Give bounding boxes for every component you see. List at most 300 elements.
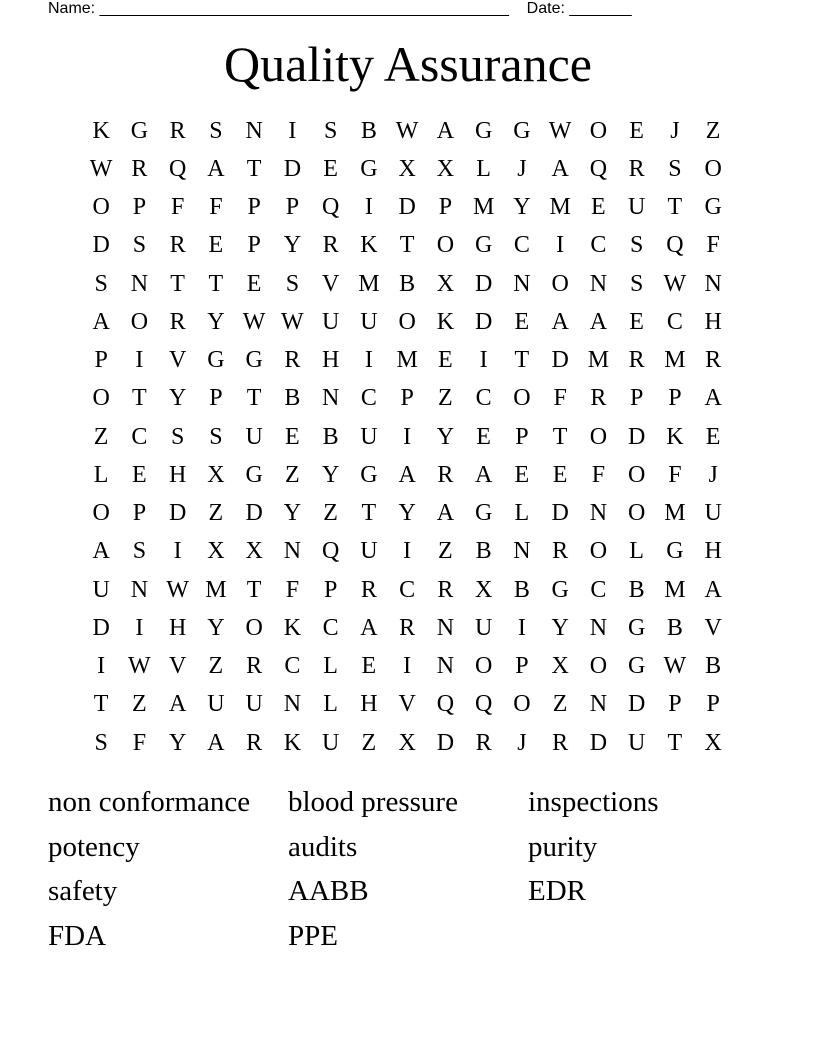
grid-letter: J: [517, 729, 527, 756]
grid-letter: G: [245, 347, 263, 374]
grid-letter: R: [475, 729, 492, 756]
grid-letter: G: [360, 155, 378, 182]
grid-letter: F: [591, 461, 606, 488]
grid-letter: G: [474, 232, 493, 259]
grid-letter: A: [436, 500, 455, 527]
word-list-item: inspections: [528, 786, 659, 818]
grid-letter: F: [668, 461, 682, 488]
grid-letter: S: [629, 270, 644, 297]
grid-letter: E: [361, 653, 377, 680]
grid-letter: O: [398, 308, 416, 335]
grid-letter: W: [89, 155, 113, 182]
grid-letter: O: [589, 423, 608, 450]
grid-letter: Z: [285, 461, 300, 488]
word-list-item: potency: [48, 830, 140, 863]
grid-letter: S: [285, 270, 300, 297]
grid-letter: Z: [705, 117, 721, 144]
grid-letter: F: [132, 729, 147, 756]
grid-letter: Z: [93, 423, 109, 450]
grid-letter: K: [283, 729, 302, 756]
grid-letter: D: [92, 614, 110, 641]
grid-letter: P: [94, 347, 108, 374]
grid-letter: B: [705, 653, 722, 680]
grid-letter: T: [667, 194, 683, 221]
grid-letter: H: [168, 614, 187, 641]
grid-letter: G: [627, 653, 646, 680]
grid-letter: O: [589, 117, 608, 144]
grid-letter: P: [706, 691, 720, 718]
grid-letter: H: [321, 347, 340, 374]
grid-letter: P: [285, 194, 300, 221]
grid-letter: B: [322, 423, 339, 450]
grid-letter: E: [323, 155, 338, 182]
grid-letter: U: [474, 614, 493, 641]
letter-grid: [82, 112, 732, 762]
grid-letter: N: [589, 500, 608, 527]
grid-letter: D: [627, 691, 646, 718]
grid-letter: S: [94, 729, 108, 756]
grid-letter: E: [705, 423, 721, 450]
grid-letter: S: [132, 538, 147, 565]
grid-letter: R: [246, 729, 263, 756]
grid-letter: J: [517, 155, 527, 182]
grid-letter: D: [398, 194, 416, 221]
grid-letter: R: [169, 308, 186, 335]
grid-letter: I: [135, 347, 144, 374]
grid-letter: O: [704, 155, 722, 182]
grid-letter: L: [323, 691, 338, 718]
grid-letter: E: [208, 232, 224, 259]
grid-letter: I: [288, 117, 297, 144]
grid-letter: Z: [208, 653, 224, 680]
page-title: Quality Assurance: [224, 36, 592, 92]
grid-letter: T: [399, 232, 415, 259]
grid-letter: T: [667, 729, 683, 756]
grid-letter: C: [513, 232, 530, 259]
grid-letter: Z: [552, 691, 568, 718]
grid-letter: C: [399, 576, 416, 603]
grid-letter: Y: [207, 614, 225, 641]
grid-letter: V: [321, 270, 340, 297]
grid-letter: R: [437, 576, 454, 603]
grid-letter: J: [708, 461, 718, 488]
grid-letter: U: [627, 194, 646, 221]
grid-letter: R: [322, 232, 339, 259]
grid-letter: S: [209, 423, 223, 450]
grid-letter: Q: [321, 194, 340, 221]
grid-letter: C: [475, 385, 492, 412]
grid-letter: O: [589, 538, 608, 565]
grid-letter: A: [207, 729, 225, 756]
grid-letter: X: [398, 155, 416, 182]
grid-letter: M: [205, 576, 227, 603]
grid-letter: P: [668, 691, 682, 718]
grid-letter: T: [93, 691, 109, 718]
grid-letter: X: [245, 538, 263, 565]
grid-letter: Y: [551, 614, 569, 641]
grid-letter: I: [403, 423, 412, 450]
grid-letter: U: [245, 423, 263, 450]
grid-letter: G: [245, 461, 263, 488]
grid-letter: D: [474, 308, 493, 335]
grid-letter: Z: [323, 500, 338, 527]
grid-letter: X: [436, 155, 455, 182]
grid-letter: A: [704, 385, 722, 412]
grid-letter: M: [472, 194, 495, 221]
grid-letter: R: [437, 461, 454, 488]
grid-letter: S: [170, 423, 185, 450]
grid-letter: D: [245, 500, 263, 527]
grid-letter: N: [513, 270, 531, 297]
grid-letter: G: [704, 194, 722, 221]
grid-letter: N: [436, 653, 455, 680]
grid-letter: N: [321, 385, 340, 412]
grid-letter: T: [246, 385, 262, 412]
grid-letter: T: [552, 423, 568, 450]
grid-letter: P: [247, 232, 261, 259]
grid-letter: D: [589, 729, 608, 756]
grid-letter: J: [670, 117, 680, 144]
grid-letter: O: [551, 270, 569, 297]
grid-letter: U: [92, 576, 110, 603]
grid-letter: M: [396, 347, 418, 374]
grid-letter: I: [135, 614, 144, 641]
grid-letter: O: [245, 614, 263, 641]
grid-letter: O: [513, 385, 531, 412]
grid-letter: O: [92, 194, 110, 221]
grid-letter: E: [514, 308, 530, 335]
grid-letter: Q: [666, 232, 684, 259]
grid-letter: E: [629, 308, 644, 335]
grid-letter: P: [515, 423, 529, 450]
grid-letter: G: [474, 500, 493, 527]
grid-letter: U: [360, 538, 378, 565]
grid-letter: G: [627, 614, 646, 641]
grid-letter: V: [168, 653, 187, 680]
grid-letter: I: [97, 653, 106, 680]
grid-letter: L: [323, 653, 338, 680]
grid-letter: Q: [589, 155, 608, 182]
grid-letter: Y: [283, 500, 302, 527]
grid-letter: G: [360, 461, 378, 488]
grid-letter: N: [436, 614, 455, 641]
grid-letter: T: [246, 576, 262, 603]
grid-letter: G: [207, 347, 225, 374]
grid-letter: C: [590, 232, 607, 259]
grid-letter: Q: [436, 691, 455, 718]
grid-letter: A: [398, 461, 416, 488]
grid-letter: P: [132, 194, 147, 221]
grid-letter: X: [704, 729, 722, 756]
grid-letter: W: [242, 308, 266, 335]
grid-letter: U: [704, 500, 722, 527]
grid-letter: N: [589, 614, 608, 641]
grid-letter: I: [403, 653, 412, 680]
grid-letter: X: [551, 653, 569, 680]
grid-letter: R: [284, 347, 301, 374]
grid-letter: E: [246, 270, 262, 297]
grid-letter: Z: [438, 385, 453, 412]
grid-letter: F: [285, 576, 300, 603]
grid-letter: K: [92, 117, 110, 144]
grid-letter: K: [360, 232, 378, 259]
grid-letter: K: [666, 423, 684, 450]
grid-letter: D: [627, 423, 646, 450]
grid-letter: G: [666, 538, 684, 565]
grid-letter: I: [479, 347, 488, 374]
grid-letter: G: [474, 117, 493, 144]
grid-letter: H: [704, 308, 722, 335]
grid-letter: M: [587, 347, 610, 374]
grid-letter: B: [513, 576, 530, 603]
grid-letter: B: [399, 270, 416, 297]
grid-letter: F: [209, 194, 223, 221]
grid-letter: W: [166, 576, 189, 603]
grid-letter: Y: [436, 423, 455, 450]
grid-letter: W: [663, 653, 687, 680]
grid-letter: S: [629, 232, 644, 259]
grid-letter: B: [475, 538, 492, 565]
grid-letter: W: [281, 308, 304, 335]
grid-letter: X: [207, 538, 225, 565]
grid-letter: O: [92, 500, 110, 527]
word-list-item: EDR: [528, 875, 586, 907]
grid-letter: X: [207, 461, 225, 488]
grid-letter: N: [704, 270, 722, 297]
grid-letter: B: [666, 614, 683, 641]
grid-letter: S: [668, 155, 682, 182]
grid-letter: I: [173, 538, 182, 565]
grid-letter: V: [398, 691, 416, 718]
grid-letter: H: [168, 461, 187, 488]
grid-letter: O: [627, 461, 646, 488]
grid-letter: E: [629, 117, 644, 144]
grid-letter: P: [247, 194, 261, 221]
grid-letter: K: [436, 308, 455, 335]
grid-letter: U: [207, 691, 225, 718]
word-list-item: FDA: [48, 919, 107, 952]
grid-letter: A: [551, 308, 569, 335]
grid-letter: C: [360, 385, 377, 412]
grid-letter: R: [552, 538, 569, 565]
grid-letter: P: [323, 576, 338, 603]
grid-letter: I: [403, 538, 412, 565]
grid-letter: G: [551, 576, 569, 603]
word-list-item: safety: [48, 875, 118, 907]
grid-letter: S: [94, 270, 108, 297]
grid-letter: E: [476, 423, 491, 450]
grid-letter: Z: [438, 538, 453, 565]
grid-letter: A: [474, 461, 493, 488]
grid-letter: W: [663, 270, 687, 297]
grid-letter: A: [704, 576, 722, 603]
grid-letter: N: [283, 538, 302, 565]
grid-letter: T: [246, 155, 262, 182]
grid-letter: M: [664, 576, 686, 603]
grid-letter: A: [589, 308, 608, 335]
grid-letter: C: [322, 614, 339, 641]
grid-letter: Y: [283, 232, 302, 259]
grid-letter: R: [552, 729, 569, 756]
grid-letter: N: [130, 270, 149, 297]
grid-letter: M: [549, 194, 571, 221]
grid-letter: W: [128, 653, 151, 680]
grid-letter: D: [551, 347, 569, 374]
word-list: [48, 780, 768, 958]
grid-letter: O: [130, 308, 149, 335]
grid-letter: V: [168, 347, 187, 374]
grid-letter: T: [514, 347, 530, 374]
grid-letter: O: [436, 232, 455, 259]
grid-letter: R: [628, 155, 645, 182]
word-list-item: AABB: [288, 875, 369, 907]
grid-letter: N: [589, 691, 608, 718]
grid-letter: L: [476, 155, 491, 182]
grid-letter: X: [436, 270, 455, 297]
grid-letter: C: [590, 576, 607, 603]
grid-letter: Z: [132, 691, 147, 718]
grid-letter: A: [551, 155, 569, 182]
grid-letter: A: [207, 155, 225, 182]
grid-letter: V: [704, 614, 722, 641]
grid-letter: N: [130, 576, 149, 603]
grid-letter: F: [706, 232, 720, 259]
grid-letter: N: [513, 538, 531, 565]
grid-letter: A: [436, 117, 455, 144]
grid-letter: E: [591, 194, 606, 221]
grid-letter: U: [360, 308, 378, 335]
grid-letter: D: [551, 500, 569, 527]
grid-letter: R: [628, 347, 645, 374]
grid-letter: U: [360, 423, 378, 450]
grid-letter: B: [360, 117, 377, 144]
grid-letter: P: [515, 653, 529, 680]
grid-letter: M: [358, 270, 380, 297]
grid-letter: Y: [398, 500, 416, 527]
grid-letter: D: [283, 155, 302, 182]
grid-letter: F: [553, 385, 567, 412]
grid-letter: L: [93, 461, 109, 488]
grid-letter: R: [705, 347, 722, 374]
word-list-item: PPE: [288, 919, 338, 952]
name-date-line: Name: ______________________________________________ Date: _______: [48, 0, 632, 17]
grid-letter: C: [131, 423, 148, 450]
grid-letter: G: [513, 117, 531, 144]
word-list-item: blood pressure: [288, 786, 458, 818]
word-list-item: purity: [528, 830, 598, 863]
grid-letter: I: [556, 232, 565, 259]
grid-letter: E: [552, 461, 568, 488]
grid-letter: R: [360, 576, 377, 603]
grid-letter: A: [92, 538, 110, 565]
grid-letter: U: [321, 729, 340, 756]
word-list-item: non conformance: [48, 786, 251, 818]
grid-letter: D: [168, 500, 187, 527]
grid-letter: R: [131, 155, 148, 182]
grid-letter: A: [360, 614, 378, 641]
grid-letter: H: [360, 691, 378, 718]
grid-letter: C: [284, 653, 301, 680]
grid-letter: N: [589, 270, 608, 297]
grid-letter: E: [132, 461, 147, 488]
grid-letter: W: [395, 117, 419, 144]
grid-letter: D: [92, 232, 110, 259]
grid-letter: R: [399, 614, 416, 641]
grid-letter: F: [170, 194, 185, 221]
grid-letter: L: [514, 500, 530, 527]
grid-letter: P: [629, 385, 644, 412]
grid-letter: D: [436, 729, 455, 756]
grid-letter: P: [438, 194, 453, 221]
grid-letter: E: [285, 423, 300, 450]
grid-letter: Z: [361, 729, 377, 756]
grid-letter: I: [517, 614, 526, 641]
grid-letter: X: [398, 729, 416, 756]
grid-letter: O: [92, 385, 110, 412]
grid-letter: B: [284, 385, 301, 412]
grid-letter: N: [283, 691, 302, 718]
grid-letter: Y: [168, 729, 187, 756]
grid-letter: E: [514, 461, 530, 488]
grid-letter: U: [245, 691, 263, 718]
grid-letter: D: [474, 270, 493, 297]
grid-letter: O: [474, 653, 493, 680]
grid-letter: U: [627, 729, 646, 756]
grid-letter: P: [132, 500, 147, 527]
grid-letter: T: [361, 500, 377, 527]
grid-letter: Q: [321, 538, 340, 565]
grid-letter: G: [130, 117, 149, 144]
grid-letter: O: [589, 653, 608, 680]
grid-letter: S: [209, 117, 223, 144]
grid-letter: I: [364, 347, 373, 374]
word-list-item: audits: [288, 830, 358, 863]
grid-letter: A: [92, 308, 110, 335]
grid-letter: P: [668, 385, 682, 412]
grid-letter: K: [283, 614, 302, 641]
grid-letter: E: [438, 347, 453, 374]
grid-letter: W: [548, 117, 572, 144]
grid-letter: I: [364, 194, 373, 221]
grid-letter: A: [168, 691, 187, 718]
grid-letter: S: [323, 117, 338, 144]
grid-letter: U: [321, 308, 340, 335]
grid-letter: X: [474, 576, 493, 603]
grid-letter: C: [666, 308, 683, 335]
grid-letter: B: [628, 576, 645, 603]
grid-letter: N: [245, 117, 263, 144]
grid-letter: R: [169, 117, 186, 144]
grid-letter: O: [513, 691, 531, 718]
grid-letter: Y: [513, 194, 531, 221]
grid-letter: Y: [321, 461, 340, 488]
grid-letter: P: [400, 385, 414, 412]
grid-letter: H: [704, 538, 722, 565]
grid-letter: T: [170, 270, 185, 297]
grid-letter: S: [132, 232, 147, 259]
grid-letter: R: [246, 653, 263, 680]
grid-letter: T: [132, 385, 147, 412]
grid-letter: R: [169, 232, 186, 259]
grid-letter: Y: [168, 385, 187, 412]
grid-letter: Y: [207, 308, 225, 335]
grid-letter: R: [590, 385, 607, 412]
grid-letter: M: [664, 500, 686, 527]
grid-letter: Q: [168, 155, 187, 182]
grid-letter: P: [209, 385, 223, 412]
grid-letter: Z: [208, 500, 224, 527]
grid-letter: L: [629, 538, 644, 565]
